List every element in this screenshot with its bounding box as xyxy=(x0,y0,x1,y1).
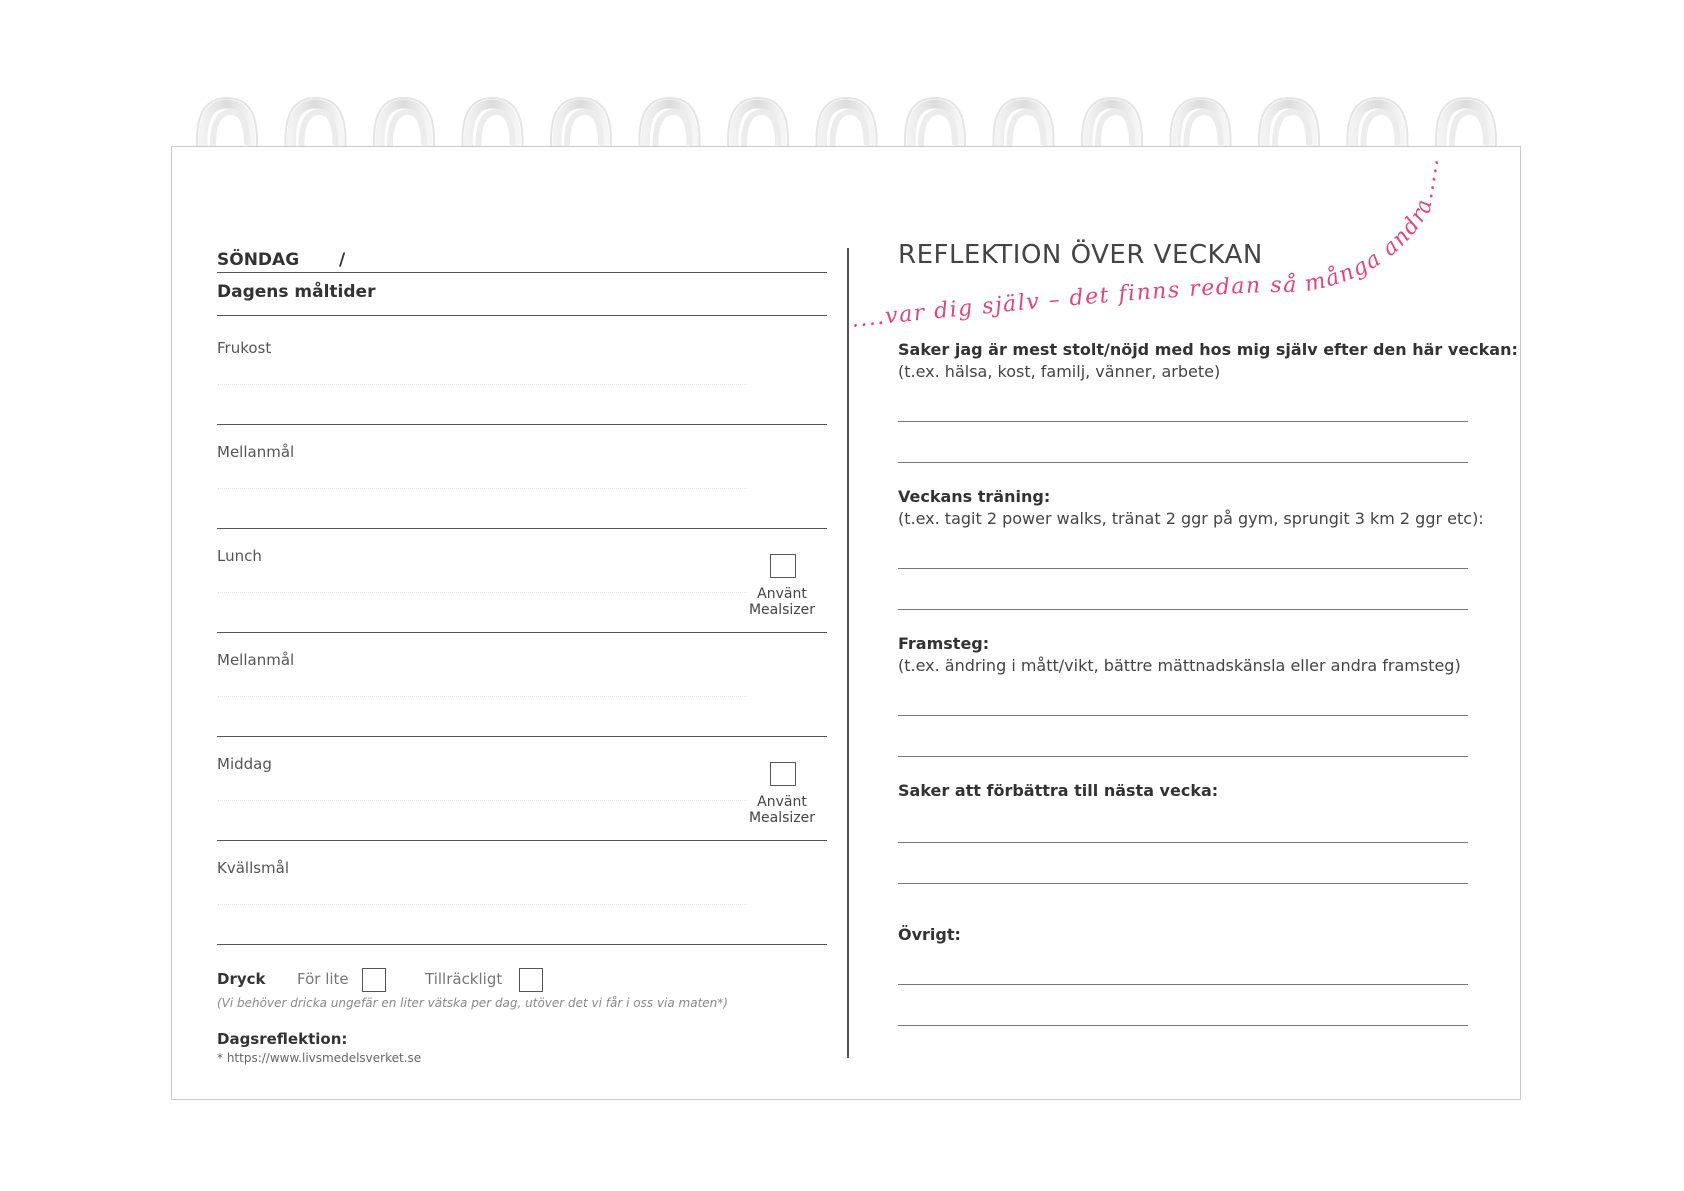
section-subtitle: (t.ex. ändring i mått/vikt, bättre mättnadskänsla eller andra framsteg) xyxy=(898,656,1461,675)
meal-entry-line[interactable] xyxy=(217,592,747,593)
day-header xyxy=(217,250,827,273)
answer-line[interactable] xyxy=(898,568,1468,569)
meal-entry-line[interactable] xyxy=(217,904,747,905)
answer-line[interactable] xyxy=(898,883,1468,884)
answer-line[interactable] xyxy=(898,842,1468,843)
meal-row[interactable] xyxy=(217,424,827,529)
reflection-section xyxy=(898,633,1468,677)
section-title: Framsteg: xyxy=(898,634,990,653)
drink-label: Dryck xyxy=(217,970,266,988)
mealsizer-label xyxy=(742,794,822,826)
mealsizer-checkbox[interactable] xyxy=(770,554,796,578)
reflection-section xyxy=(898,486,1484,530)
drink-note: (Vi behöver dricka ungefär en liter vätska per dag, utöver det vi får i oss via maten*) xyxy=(217,996,728,1010)
tagline-text: ....var dig själv – det finns redan så många andra..... xyxy=(850,154,1445,333)
meal-label: Mellanmål xyxy=(217,443,295,461)
section-title: Saker att förbättra till nästa vecka: xyxy=(898,781,1219,800)
meal-entry-line[interactable] xyxy=(217,696,747,697)
section-title: Saker jag är mest stolt/nöjd med hos mig själv efter den här veckan: xyxy=(898,340,1518,359)
meal-row[interactable] xyxy=(217,840,827,945)
meal-row[interactable] xyxy=(217,632,827,737)
source-link: * https://www.livsmedelsverket.se xyxy=(217,1051,422,1065)
mealsizer-label-line-1: Använt xyxy=(757,794,807,810)
reflection-section xyxy=(898,924,1468,946)
reflection-title: REFLEKTION ÖVER VECKAN xyxy=(898,240,1263,270)
meal-label: Frukost xyxy=(217,339,272,357)
day-reflection-label: Dagsreflektion: xyxy=(217,1030,348,1048)
mealsizer-checkbox[interactable] xyxy=(770,762,796,786)
drink-too-little-checkbox[interactable] xyxy=(362,968,386,992)
reflection-section xyxy=(898,339,1518,383)
meal-entry-line[interactable] xyxy=(217,800,747,801)
meal-row[interactable] xyxy=(217,528,827,633)
reflection-section xyxy=(898,780,1468,802)
meal-label: Middag xyxy=(217,755,272,773)
section-title: Övrigt: xyxy=(898,925,961,944)
mealsizer-label-line-2: Mealsizer xyxy=(748,810,816,826)
mealsizer-label-line-1: Använt xyxy=(757,586,807,602)
section-subtitle: (t.ex. tagit 2 power walks, tränat 2 ggr på gym, sprungit 3 km 2 ggr etc): xyxy=(898,509,1484,528)
section-subtitle: (t.ex. hälsa, kost, familj, vänner, arbete) xyxy=(898,362,1221,381)
meal-label: Mellanmål xyxy=(217,651,295,669)
answer-line[interactable] xyxy=(898,984,1468,985)
section-title: Veckans träning: xyxy=(898,487,1051,506)
meal-label: Kvällsmål xyxy=(217,859,290,877)
mealsizer-label-line-2: Mealsizer xyxy=(748,602,816,618)
meal-label: Lunch xyxy=(217,547,262,565)
answer-line[interactable] xyxy=(898,715,1468,716)
column-divider xyxy=(847,248,849,1058)
answer-line[interactable] xyxy=(898,609,1468,610)
day-name: SÖNDAG xyxy=(217,250,300,270)
date-field[interactable]: / xyxy=(339,250,346,270)
meals-heading: Dagens måltider xyxy=(217,282,827,316)
mealsizer-label xyxy=(742,586,822,618)
meal-row[interactable] xyxy=(217,736,827,841)
meal-entry-line[interactable] xyxy=(217,384,747,385)
meal-entry-line[interactable] xyxy=(217,488,747,489)
meal-row[interactable] xyxy=(217,320,827,425)
drink-row xyxy=(217,968,827,994)
drink-too-little-label: För lite xyxy=(297,970,349,988)
answer-line[interactable] xyxy=(898,462,1468,463)
answer-line[interactable] xyxy=(898,756,1468,757)
drink-enough-label: Tillräckligt xyxy=(425,970,503,988)
drink-enough-checkbox[interactable] xyxy=(519,968,543,992)
answer-line[interactable] xyxy=(898,1025,1468,1026)
answer-line[interactable] xyxy=(898,421,1468,422)
